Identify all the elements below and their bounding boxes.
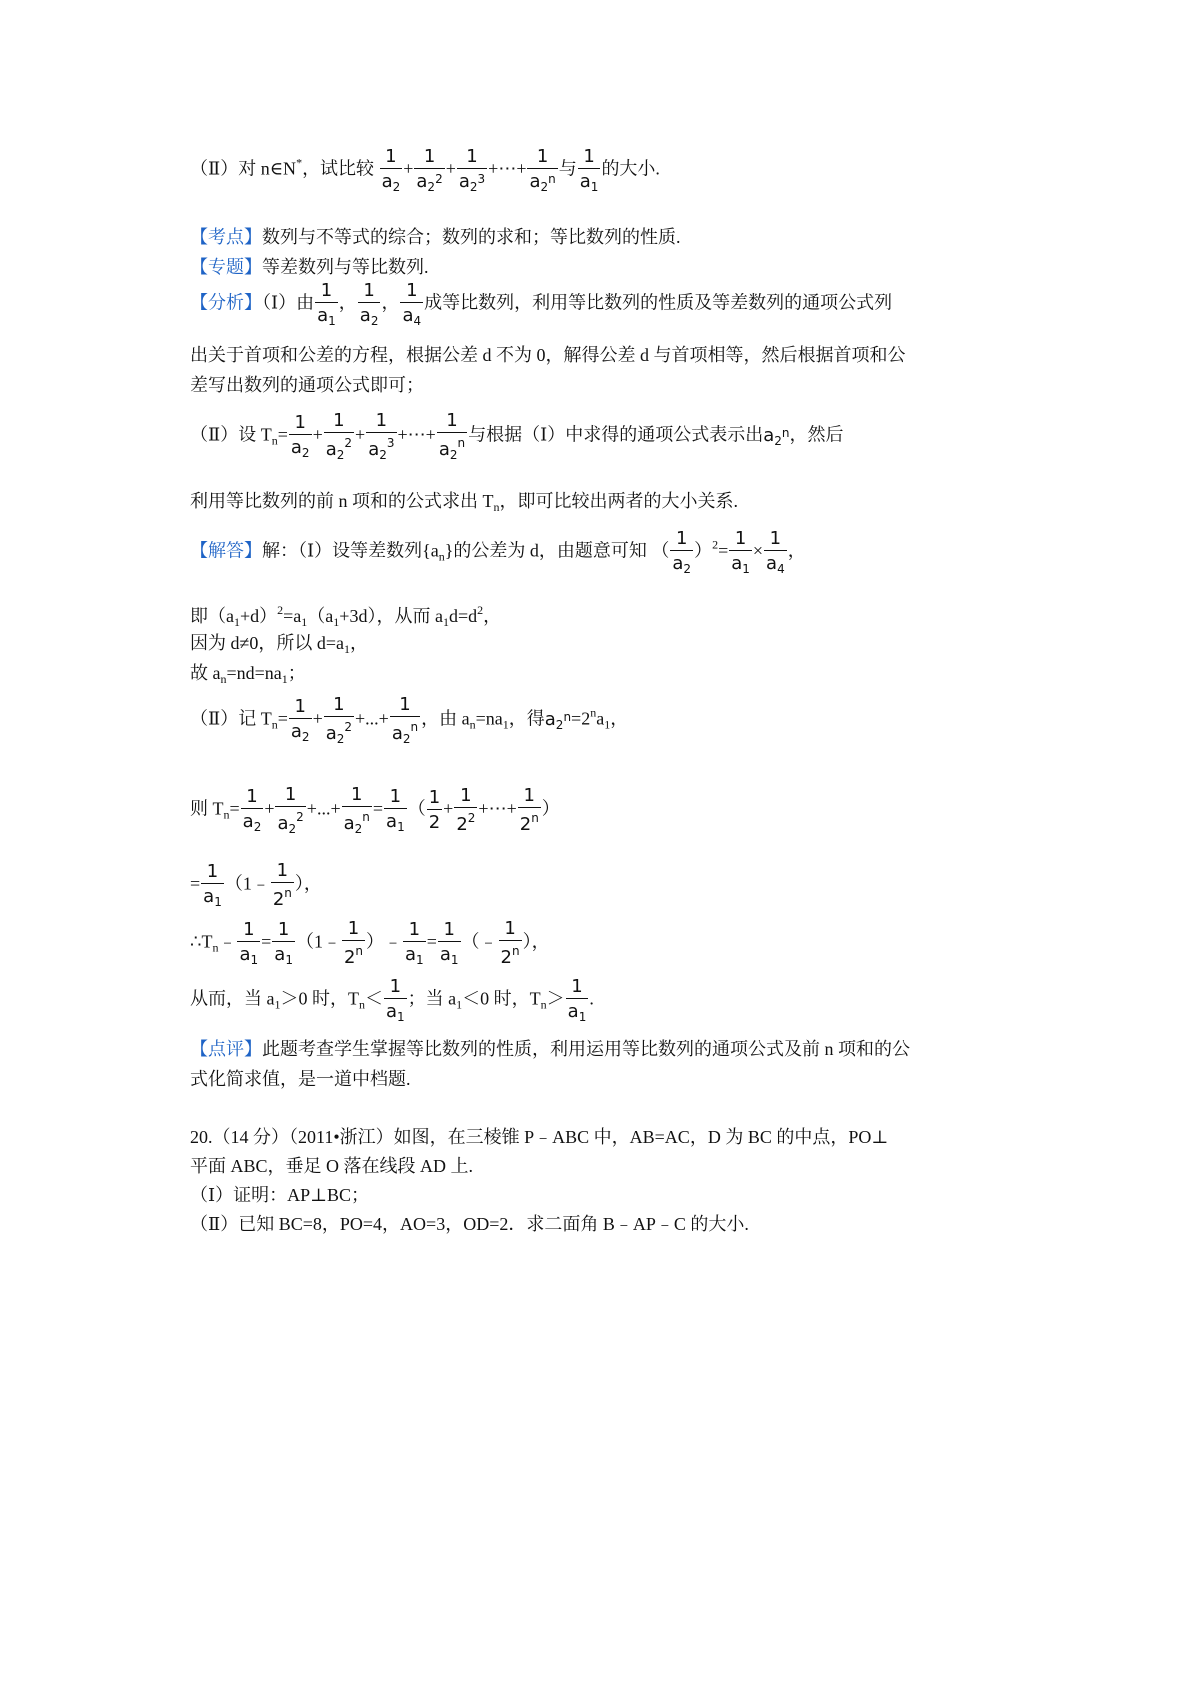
frac: $\frac{1}{a_{2^n}}$ [529,146,556,194]
frac: $\frac{1}{a_2^3}$ [368,410,395,462]
frac: $\frac{1}{a_1}$ [203,861,222,909]
jieda-line7: = $\frac{1}{a_1}$ （1﹣ $\frac{1}{2^n}$ ）， [190,860,322,910]
zhuanti-tag: 【专题】 [190,257,262,277]
jieda-line9: 从而，当 $a_1>0$ 时，$T_n<$ $\frac{1}{a_1}$ ；当 $a_1<0$ 时，$T_n>$ $\frac{1}{a_1}$ . [190,976,594,1024]
fenxi-line5: 利用等比数列的前 n 项和的公式求出 $T_n$，即可比较出两者的大小关系. [190,491,738,514]
frac: $\frac{1}{a_2}$ [359,280,379,328]
frac: $\frac{1}{2}$ [428,787,441,833]
jieda-line3: 因为 d≠0，所以 $d=a_1$， [190,633,369,656]
frac: $\frac{1}{a_2^n}$ [438,410,466,462]
frac: $\frac{1}{a_2^n}$ [391,694,419,746]
frac: $\frac{1}{a_2^2}$ [325,694,353,746]
jieda-line4: 故 $a_n=nd=na_1$； [190,663,306,686]
frac: $\frac{1}{a_2}$ [381,146,401,194]
frac: $\frac{1}{a_2}$ [242,786,262,834]
frac: $\frac{1}{2^2}$ [456,785,476,835]
dianping-line2: 式化简求值，是一道中档题. [190,1069,411,1089]
frac: $\frac{1}{2^n}$ [519,785,539,835]
frac: $\frac{1}{a_{2^3}}$ [458,146,486,194]
frac: $\frac{1}{a_1}$ [239,919,259,967]
fenxi-line1: 【分析】（Ⅰ）由 $\frac{1}{a_1}$ ， $\frac{1}{a_2}$ ， $\frac{1}{a_4}$ 成等比数列，利用等比数列的性质及等差数列的通项公式列 [190,280,893,328]
part2-question: （Ⅱ）对 n∈N*，试比较 $\frac{1}{a_2}$ + $\frac{1}{a_{2^2}}$ + $\frac{1}{a_{2^3}}$ +⋯+ $\frac{1}{a_{2^n}}$ 与 $\frac{1}{a_1}$ 的大小. [190,146,660,194]
frac: $\frac{1}{a_1}$ [567,976,587,1024]
frac: $\frac{1}{a_2^2}$ [325,410,353,462]
frac: $\frac{1}{a_1}$ [386,786,405,834]
frac: $\frac{1}{a_1}$ [439,919,459,967]
frac: $\frac{1}{a_1}$ [579,146,599,194]
frac: $\frac{1}{a_1}$ [317,280,336,328]
frac: $\frac{1}{a_2}$ [290,412,310,460]
frac: $\frac{1}{a_2^2}$ [277,784,304,836]
frac: $\frac{1}{a_{2^2}}$ [416,146,443,194]
jieda-line2: 即$(a_1+d)^2=a_1(a_1+3d)$，从而 $a_1d=d^2$， [190,603,502,629]
jieda-line1: 【解答】解：（Ⅰ）设等差数列$\{a_n\}$的公差为 d，由题意可知 （ $\frac{1}{a_2}$ ）$^2$= $\frac{1}{a_1}$ × $\frac{1}{a_4}$ ， [190,528,806,576]
q20-line4: （Ⅱ）已知 BC=8，PO=4，AO=3，OD=2．求二面角 B﹣AP﹣C 的大小. [190,1214,749,1234]
frac: $\frac{1}{a_1}$ [405,919,424,967]
frac: $\frac{1}{a_1}$ [731,528,750,576]
kaodian-line: 【考点】数列与不等式的综合；数列的求和；等比数列的性质. [190,227,681,247]
zhuanti-line: 【专题】等差数列与等比数列. [190,257,429,277]
kaodian-tag: 【考点】 [190,227,262,247]
jieda-line6: 则 $T_n=$ $\frac{1}{a_2}$ + $\frac{1}{a_2^2}$ +...+ $\frac{1}{a_2^n}$ = $\frac{1}{a_1}$ （ $\frac{1}{2}$ + $\frac{1}{2^2}$ +⋯+ $\frac{1}{2^n}$ ） [190,784,560,836]
frac: $\frac{1}{a_1}$ [386,976,405,1024]
fenxi-line2: 出关于首项和公差的方程，根据公差 d 不为 0，解得公差 d 与首项相等，然后根据首项和公 [190,345,906,365]
q20-line1: 20.（14 分）（2011•浙江）如图，在三棱锥 P﹣ABC 中，AB=AC，D 为 BC 的中点，PO⊥ [190,1127,889,1147]
frac: $\frac{1}{a_4}$ [402,280,422,328]
fenxi-tag: 【分析】 [190,292,262,313]
frac: $\frac{1}{a_2}$ [290,696,310,744]
frac: $\frac{1}{a_2}$ [672,528,692,576]
frac: $\frac{1}{2^n}$ [343,918,364,968]
frac: $\frac{1}{a_2^n}$ [343,784,370,836]
dianping-line1: 【点评】此题考查学生掌握等比数列的性质，利用运用等比数列的通项公式及前 n 项和的公 [190,1039,910,1059]
frac: $\frac{1}{a_4}$ [766,528,785,576]
fenxi-line4: （Ⅱ）设 $T_n=$ $\frac{1}{a_2}$ + $\frac{1}{a_2^2}$ + $\frac{1}{a_2^3}$ +⋯+ $\frac{1}{a_2^n}$ 与根据（Ⅰ）中求得的通项公式表示出$a_{2^n}$，然后 [190,410,844,462]
q20-line3: （Ⅰ）证明：AP⊥BC； [190,1185,370,1205]
jieda-line5: （Ⅱ）记 $T_n=$ $\frac{1}{a_2}$ + $\frac{1}{a_2^2}$ +...+ $\frac{1}{a_2^n}$ ，由 $a_n=na_1$，得$a_{2^n}=2^na_1$， [190,694,629,746]
jieda-line8: $\therefore T_n﹣$ $\frac{1}{a_1}$ = $\frac{1}{a_1}$ （1﹣ $\frac{1}{2^n}$ ）﹣ $\frac{1}{a_1}$ = $\frac{1}{a_1}$ （﹣ $\frac{1}{2^n}$ ）， [190,918,550,968]
frac: $\frac{1}{2^n}$ [500,918,520,968]
jieda-tag: 【解答】 [190,540,262,561]
q20-line2: 平面 ABC，垂足 O 落在线段 AD 上. [190,1156,474,1176]
fenxi-line3: 差写出数列的通项公式即可； [190,375,424,395]
dianping-tag: 【点评】 [190,1039,262,1059]
frac: $\frac{1}{a_1}$ [274,919,293,967]
frac: $\frac{1}{2^n}$ [272,860,292,910]
